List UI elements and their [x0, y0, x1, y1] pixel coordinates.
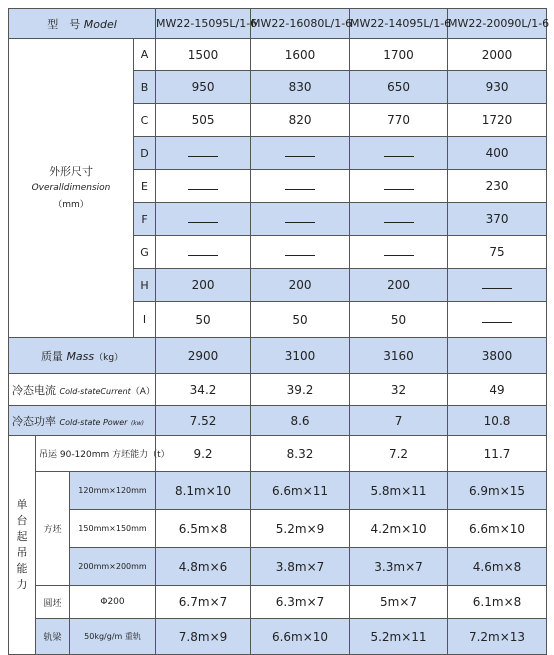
rail-row — [9, 619, 547, 655]
dimension-value: 930 — [448, 71, 547, 104]
square-row-120 — [9, 472, 547, 510]
dimension-empty — [251, 236, 350, 269]
round-billet-size: Φ200 — [70, 586, 156, 619]
mass-value: 2900 — [156, 338, 251, 374]
power-label-en: Cold-state Power — [59, 417, 128, 427]
square-value: 6.5m×8 — [156, 510, 251, 548]
model-label-cn: 型 号 — [47, 17, 81, 31]
power-label — [9, 406, 156, 436]
lifting-group-label — [9, 436, 36, 655]
rail-size: 50kg/g/m 重轨 — [70, 619, 156, 655]
rail-value: 7.2m×13 — [448, 619, 547, 655]
billet-capacity-label: 吊运 90-120mm 方坯能力（t） — [36, 436, 156, 472]
dimension-value: 1500 — [156, 39, 251, 71]
model-name: MW22-20090L/1-6 — [448, 9, 547, 39]
dimension-value: 950 — [156, 71, 251, 104]
power-value: 8.6 — [251, 406, 350, 436]
round-billet-value: 5m×7 — [350, 586, 448, 619]
dimension-empty — [350, 236, 448, 269]
mass-row — [9, 338, 547, 374]
dimension-value: 505 — [156, 104, 251, 137]
mass-value: 3800 — [448, 338, 547, 374]
model-name: MW22-16080L/1-6 — [251, 9, 350, 39]
dimension-empty — [350, 170, 448, 203]
dimension-value: 1600 — [251, 39, 350, 71]
dimension-empty — [350, 203, 448, 236]
dimension-empty — [156, 236, 251, 269]
current-label-cn: 冷态电流 — [12, 383, 56, 397]
dimension-key: D — [134, 137, 156, 170]
current-label-en: Cold-stateCurrent — [59, 386, 131, 396]
square-size: 150mm×150mm — [70, 510, 156, 548]
dimension-value: 50 — [251, 302, 350, 338]
square-value: 4.2m×10 — [350, 510, 448, 548]
spec-table — [8, 8, 550, 655]
rail-value: 7.8m×9 — [156, 619, 251, 655]
dimension-label-en: Overalldimension — [31, 182, 111, 193]
dimension-empty — [448, 269, 547, 302]
current-unit: （A） — [130, 386, 155, 397]
dimension-empty — [350, 137, 448, 170]
dimension-value: 1700 — [350, 39, 448, 71]
dimension-value: 75 — [448, 236, 547, 269]
square-value: 6.9m×15 — [448, 472, 547, 510]
current-value: 49 — [448, 374, 547, 406]
dimension-value: 200 — [350, 269, 448, 302]
billet-capacity-value: 7.2 — [350, 436, 448, 472]
dimension-value: 1720 — [448, 104, 547, 137]
dimension-value: 200 — [156, 269, 251, 302]
square-size: 200mm×200mm — [70, 548, 156, 586]
current-label — [9, 374, 156, 406]
power-value: 7.52 — [156, 406, 251, 436]
header-row — [9, 9, 547, 39]
dimension-empty — [251, 170, 350, 203]
mass-label-cn: 质量 — [40, 349, 63, 363]
round-billet-value: 6.1m×8 — [448, 586, 547, 619]
square-value: 8.1m×10 — [156, 472, 251, 510]
square-value: 6.6m×11 — [251, 472, 350, 510]
dimension-value: 820 — [251, 104, 350, 137]
square-row-150 — [9, 510, 547, 548]
dimension-value: 50 — [350, 302, 448, 338]
model-name: MW22-14095L/1-6 — [350, 9, 448, 39]
billet-capacity-value: 9.2 — [156, 436, 251, 472]
dimension-key: B — [134, 71, 156, 104]
dimension-label-cn: 外形尺寸 — [49, 164, 93, 178]
dimension-key: I — [134, 302, 156, 338]
dimension-key: C — [134, 104, 156, 137]
square-billet-label: 方坯 — [36, 472, 70, 586]
power-row — [9, 406, 547, 436]
round-billet-row — [9, 586, 547, 619]
billet-capacity-row — [9, 436, 547, 472]
square-size: 120mm×120mm — [70, 472, 156, 510]
dimension-value: 370 — [448, 203, 547, 236]
rail-label: 轨梁 — [36, 619, 70, 655]
mass-value: 3160 — [350, 338, 448, 374]
dimension-key: H — [134, 269, 156, 302]
billet-capacity-value: 11.7 — [448, 436, 547, 472]
dimension-value: 650 — [350, 71, 448, 104]
current-value: 34.2 — [156, 374, 251, 406]
round-billet-value: 6.3m×7 — [251, 586, 350, 619]
rail-value: 5.2m×11 — [350, 619, 448, 655]
dimension-empty — [156, 203, 251, 236]
power-label-cn: 冷态功率 — [12, 414, 56, 428]
dimension-key: F — [134, 203, 156, 236]
current-value: 32 — [350, 374, 448, 406]
mass-label-en: Mass — [66, 349, 95, 363]
power-value: 10.8 — [448, 406, 547, 436]
dimension-empty — [156, 170, 251, 203]
dimension-key: E — [134, 170, 156, 203]
dimension-key: A — [134, 39, 156, 71]
current-value: 39.2 — [251, 374, 350, 406]
mass-unit: （kg） — [94, 352, 124, 363]
mass-value: 3100 — [251, 338, 350, 374]
dimension-empty — [251, 203, 350, 236]
square-value: 5.8m×11 — [350, 472, 448, 510]
square-value: 4.6m×8 — [448, 548, 547, 586]
billet-capacity-value: 8.32 — [251, 436, 350, 472]
dimension-value: 770 — [350, 104, 448, 137]
dimension-value: 2000 — [448, 39, 547, 71]
dimension-value: 230 — [448, 170, 547, 203]
dimension-empty — [156, 137, 251, 170]
dimension-empty — [448, 302, 547, 338]
round-billet-value: 6.7m×7 — [156, 586, 251, 619]
dimension-value: 400 — [448, 137, 547, 170]
round-billet-label: 圆坯 — [36, 586, 70, 619]
dimension-row-a — [9, 39, 547, 71]
model-header — [9, 9, 156, 39]
dimension-value: 200 — [251, 269, 350, 302]
square-value: 3.8m×7 — [251, 548, 350, 586]
square-value: 4.8m×6 — [156, 548, 251, 586]
power-value: 7 — [350, 406, 448, 436]
square-value: 3.3m×7 — [350, 548, 448, 586]
square-value: 5.2m×9 — [251, 510, 350, 548]
dimension-value: 830 — [251, 71, 350, 104]
mass-label — [9, 338, 156, 374]
square-row-200 — [9, 548, 547, 586]
dimension-unit: （mm） — [53, 199, 89, 210]
power-unit: (kw) — [130, 419, 145, 427]
dimension-label — [9, 39, 134, 338]
dimension-empty — [251, 137, 350, 170]
dimension-key: G — [134, 236, 156, 269]
current-row — [9, 374, 547, 406]
square-value: 6.6m×10 — [448, 510, 547, 548]
dimension-value: 50 — [156, 302, 251, 338]
lifting-group-text: 单台起吊能力 — [16, 498, 28, 591]
model-label-en: Model — [83, 17, 117, 31]
model-name: MW22-15095L/1-6 — [156, 9, 251, 39]
rail-value: 6.6m×10 — [251, 619, 350, 655]
